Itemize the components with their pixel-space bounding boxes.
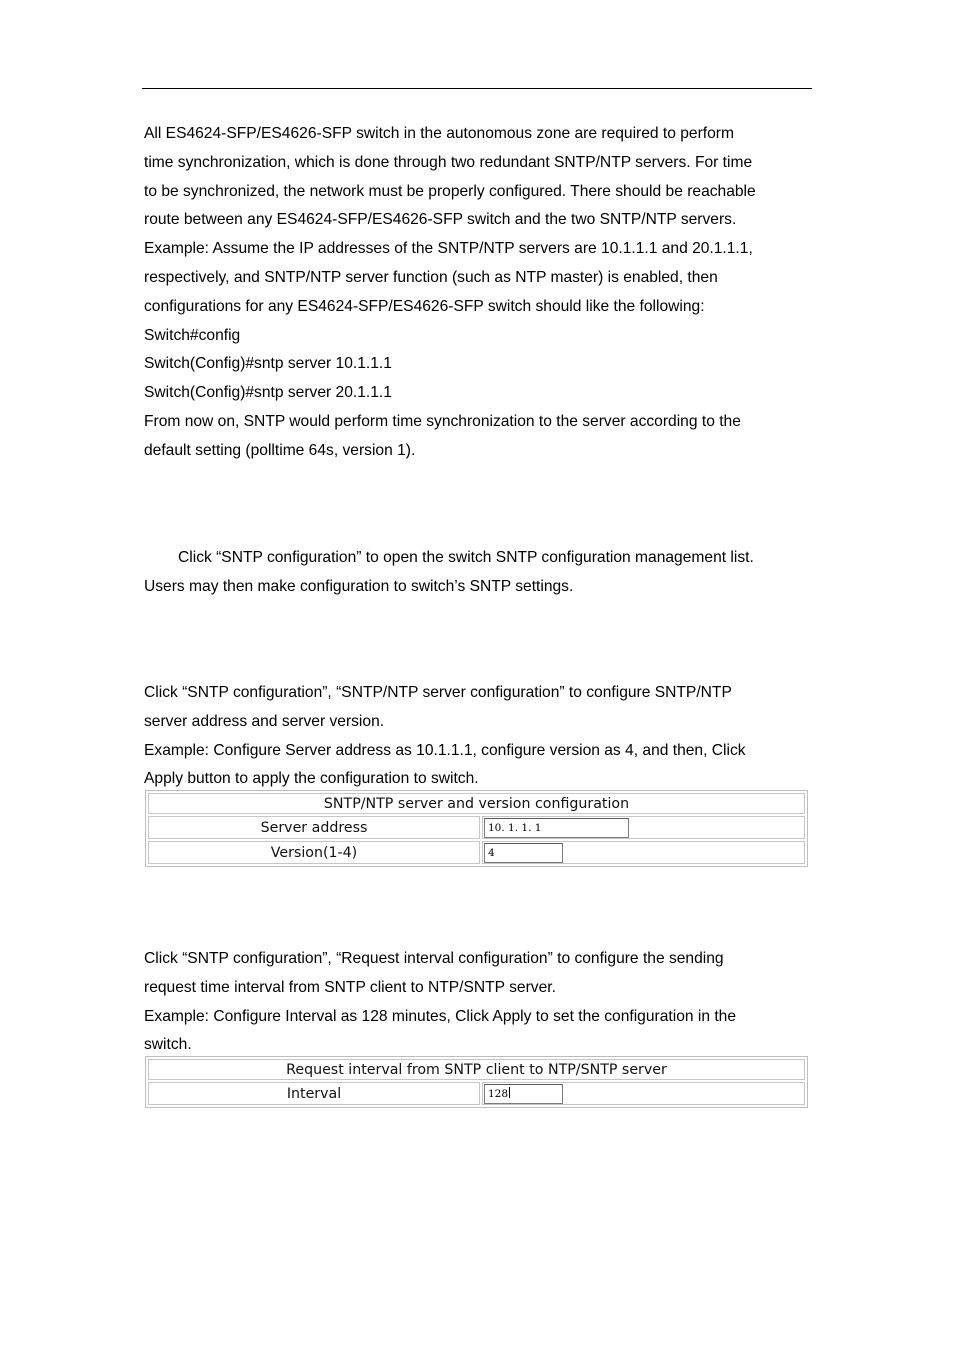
overview-line: Click “SNTP configuration” to open the switch SNTP configuration management list.: [178, 549, 754, 566]
server-line: Example: Configure Server address as 10.1.1.1, configure version as 4, and then, Click: [144, 741, 746, 759]
interval-line: request time interval from SNTP client to NTP/SNTP server.: [144, 978, 556, 996]
server-line: Apply button to apply the configuration to switch.: [144, 770, 479, 788]
text-caret-icon: [509, 1087, 510, 1098]
interval-input-value: 128: [488, 1087, 509, 1100]
intro-line: configurations for any ES4624-SFP/ES4626-SFP switch should like the following:: [144, 297, 705, 315]
intro-paragraph: [144, 120, 810, 466]
interval-line: Click “SNTP configuration”, “Request interval configuration” to configure the sending: [144, 950, 724, 967]
command-line: Switch#config: [144, 326, 241, 344]
intro-line: route between any ES4624-SFP/ES4626-SFP switch and the two SNTP/NTP servers.: [144, 211, 737, 229]
interval-line: switch.: [144, 1036, 192, 1054]
server-address-label: Server address: [148, 816, 480, 839]
interval-line: Example: Configure Interval as 128 minutes, Click Apply to set the configuration in the: [144, 1007, 737, 1025]
interval-label: Interval: [148, 1082, 480, 1105]
command-line: Switch(Config)#sntp server 20.1.1.1: [144, 384, 392, 402]
version-label: Version(1-4): [148, 841, 480, 864]
interval-config-table: [145, 1056, 808, 1108]
version-input[interactable]: 4: [484, 843, 563, 863]
server-line: server address and server version.: [144, 712, 385, 730]
server-line: Click “SNTP configuration”, “SNTP/NTP server configuration” to configure SNTP/NTP: [144, 684, 732, 701]
intro-line: default setting (polltime 64s, version 1).: [144, 441, 416, 459]
intro-line: From now on, SNTP would perform time synchronization to the server according to the: [144, 412, 741, 430]
server-address-input[interactable]: 10. 1. 1. 1: [484, 818, 629, 838]
intro-line: time synchronization, which is done through two redundant SNTP/NTP servers. For time: [144, 153, 753, 171]
interval-config-title: Request interval from SNTP client to NTP/SNTP server: [148, 1059, 805, 1080]
intro-line: to be synchronized, the network must be properly configured. There should be reachable: [144, 182, 756, 200]
interval-input[interactable]: [484, 1084, 563, 1104]
intro-line: respectively, and SNTP/NTP server function (such as NTP master) is enabled, then: [144, 268, 718, 286]
server-config-table: [145, 790, 808, 867]
intro-line: Example: Assume the IP addresses of the SNTP/NTP servers are 10.1.1.1 and 20.1.1.1,: [144, 240, 753, 258]
command-line: Switch(Config)#sntp server 10.1.1.1: [144, 355, 392, 373]
server-address-cell: [482, 816, 805, 839]
server-config-title: SNTP/NTP server and version configuration: [148, 793, 805, 814]
interval-cell: [482, 1082, 805, 1105]
overview-paragraph: [144, 544, 810, 602]
overview-line: Users may then make configuration to switch’s SNTP settings.: [144, 577, 574, 595]
server-paragraph: [144, 679, 810, 794]
interval-paragraph: [144, 945, 810, 1060]
intro-line: All ES4624-SFP/ES4626-SFP switch in the autonomous zone are required to perform: [144, 125, 734, 142]
header-rule: [142, 88, 812, 89]
version-cell: [482, 841, 805, 864]
